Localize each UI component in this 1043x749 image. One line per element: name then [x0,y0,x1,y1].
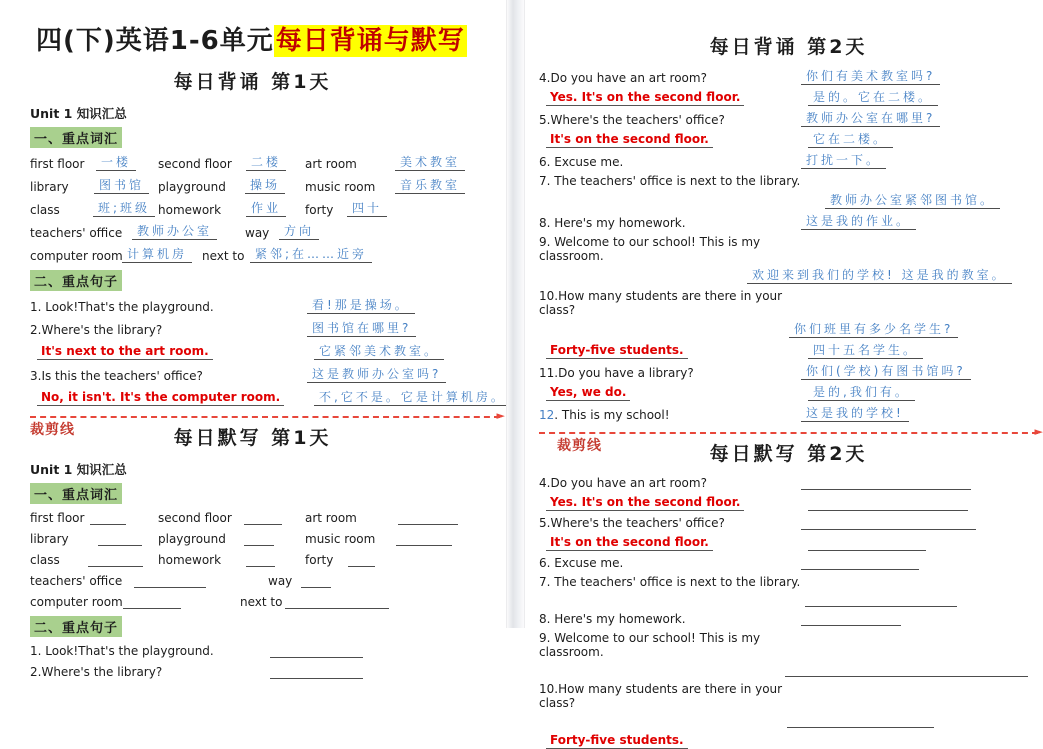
vocab-term: library [30,180,69,194]
vocab-term: music room [305,532,376,546]
sentence-en: 8. Here's my homework. [539,216,686,230]
recite-day2-header: 每日背诵 第2天 [709,36,868,58]
vocab-answer: 音乐教室 [395,178,465,194]
page-1 [0,0,506,679]
vocab-answer: 教师办公室 [132,224,217,240]
sentence-row [539,612,1038,626]
sentence-blank [801,613,901,626]
vocab-cell [30,511,158,525]
vocab-answer: 计算机房 [122,247,192,263]
sentence-answer: 这是我的作业。 [801,214,916,230]
vocab-term: first floor [30,157,85,171]
sentence-en: 4.Do you have an art room? [539,71,707,85]
sentence-en-red: Yes. It's on the second floor. [539,495,808,511]
vocab-term: teachers' office [30,574,123,588]
page-divider [506,0,525,628]
vocab-answer: 方向 [279,224,319,240]
sentence-row [539,733,1038,749]
sentence-row [539,174,1038,188]
sentence-row [30,665,502,679]
sentence-en: 9. Welcome to our school! This is my classroom. [539,631,761,659]
vocab-cell [30,178,158,194]
sentence-en: 10.How many students are there in your class? [539,289,783,317]
sentence-en-red: Yes, we do. [539,385,808,401]
vocab-term: next to [240,595,283,609]
arrow-right-icon: ► [496,409,505,422]
doc-title-highlight: 每日背诵与默写 [275,26,465,56]
vocab-answer: 美术教室 [395,155,465,171]
sentence-en: 6. Excuse me. [539,155,624,169]
sentence-answer: 你们班里有多少名学生? [789,322,958,338]
sentence-row [539,476,1038,490]
vocab-blank [123,596,181,609]
sentence-en: 11.Do you have a library? [539,366,694,380]
sentence-blank [801,557,919,570]
sentence-answer: 是的。它在二楼。 [808,90,938,106]
vocab-row [30,511,502,525]
unit-heading: Unit 1 知识汇总 [30,106,127,121]
sentence-en-red: It's on the second floor. [539,535,808,551]
sentence-answer: 是的,我们有。 [808,385,915,401]
cut-line [30,409,505,422]
vocab-cell [305,155,465,171]
vocab-blank [244,512,282,525]
sentence-row [539,406,1038,422]
sentence-answer: 你们(学校)有图书馆吗? [801,364,971,380]
vocab-term: second floor [158,511,232,525]
sentence-section-label: 二、重点句子 [30,270,122,291]
sentence-row [539,90,1038,106]
vocab-blank [244,533,274,546]
vocab-blank [348,554,375,567]
arrow-right-icon: ► [1034,425,1043,438]
sentence-answer: 看!那是操场。 [307,298,415,314]
vocab-row [30,595,502,609]
vocab-row [30,247,502,263]
vocab-term: class [30,203,60,217]
vocab-cell [30,155,158,171]
sentence-blank-row [539,594,1038,607]
sentence-en-red: Forty-five students. [539,343,808,359]
vocab-blank [396,533,452,546]
vocab-cell [245,224,319,240]
sentence-row [30,367,502,383]
sentence-blank [801,517,976,530]
vocab-term: computer room [30,249,123,263]
sentence-en: 8. Here's my homework. [539,612,686,626]
sentence-blank-row [539,664,1038,677]
doc-title-black: 四(下)英语1-6单元 [36,26,274,56]
sentence-answer: 不,它不是。它是计算机房。 [314,390,511,406]
sentence-answer: 它在二楼。 [808,132,893,148]
vocab-blank [98,533,142,546]
vocab-row [30,532,502,546]
vocab-cell [305,178,465,194]
vocab-term: class [30,553,60,567]
vocab-term: teachers' office [30,226,123,240]
vocab-term: playground [158,180,226,194]
sentence-en: 5.Where's the teachers' office? [539,516,725,530]
sentence-en: 7. The teachers' office is next to the library. [539,174,801,188]
vocab-cell [30,532,158,546]
cut-line-label: 裁剪线 [30,422,75,438]
sentence-answer: 图书馆在哪里? [307,321,416,337]
sentence-row [539,235,1038,263]
sentence-en: 7. The teachers' office is next to the library. [539,575,801,589]
vocab-answer: 操场 [245,178,285,194]
sentence-en: 2.Where's the library? [30,323,163,337]
sentence-row [539,289,1038,317]
vocab-term: next to [202,249,245,263]
vocab-cell [158,532,305,546]
vocab-term: homework [158,553,222,567]
sentence-blank-row [539,715,1038,728]
vocab-answer: 图书馆 [94,178,149,194]
sentence-row [539,682,1038,710]
sentence-row [539,495,1038,511]
sentence-answer: 你们有美术教室吗? [801,69,940,85]
vocab-term: playground [158,532,226,546]
sentence-blank [808,498,968,511]
vocab-term: art room [305,511,357,525]
vocab-term: first floor [30,511,85,525]
vocab-answer: 作业 [246,201,286,217]
sentence-answer: 教师办公室在哪里? [801,111,940,127]
sentence-en-red: It's next to the art room. [30,344,314,360]
vocab-term: art room [305,157,357,171]
sentence-row [30,344,502,360]
sentence-row [539,556,1038,570]
vocab-row [30,553,502,567]
sentence-answer-row [539,193,1038,209]
sentence-row [539,111,1038,127]
sentence-en: 4.Do you have an art room? [539,476,707,490]
vocab-answer: 紧邻;在……近旁 [250,247,372,263]
sentence-en: 6. Excuse me. [539,556,624,570]
doc-title [36,20,502,57]
vocab-section-label: 一、重点词汇 [30,483,122,504]
vocab-blank [134,575,206,588]
sentence-en: 9. Welcome to our school! This is my classroom. [539,235,761,263]
vocab-row [30,224,502,240]
vocab-term: homework [158,203,222,217]
vocab-term: second floor [158,157,232,171]
sentence-row [30,644,502,658]
page-2 [525,0,1043,747]
sentence-row [539,69,1038,85]
vocab-answer: 四十 [347,201,387,217]
sentence-answer: 欢迎来到我们的学校! 这是我的教室。 [747,268,1012,284]
vocab-cell [158,178,305,194]
sentence-row [30,390,506,406]
vocab-section-label: 一、重点词汇 [30,127,122,148]
sentence-row [539,153,1038,169]
sentence-number: 12 [539,408,555,422]
vocab-cell [30,247,202,263]
vocab-blank [246,554,275,567]
sentence-en: 5.Where's the teachers' office? [539,113,725,127]
sentence-en-red: It's on the second floor. [539,132,808,148]
vocab-cell [158,553,305,567]
sentence-row [539,535,1038,551]
vocab-cell [30,595,240,609]
vocab-blank [90,512,126,525]
sentence-blank [270,666,363,679]
vocab-answer: 一楼 [96,155,136,171]
sentence-row [30,298,502,314]
vocab-cell [30,553,158,567]
vocab-cell [305,553,375,567]
sentence-en: 1. Look!That's the playground. [30,300,214,314]
sentence-answer-row [539,268,1038,284]
vocab-blank [285,596,389,609]
dictate-day1-header: 每日默写 第1天 [173,427,332,449]
vocab-row [30,178,502,194]
vocab-cell [30,201,158,217]
sentence-en: 10.How many students are there in your class? [539,682,783,710]
vocab-blank [398,512,458,525]
vocab-term: music room [305,180,376,194]
sentence-blank [270,645,363,658]
sentence-row [539,575,1038,589]
vocab-term: forty [305,553,334,567]
sentence-row [539,364,1038,380]
sentence-blank [801,477,971,490]
vocab-cell [305,532,452,546]
sentence-row [539,516,1038,530]
vocab-answer: 班;班级 [93,201,155,217]
vocab-term: forty [305,203,334,217]
sentence-blank [785,664,1028,677]
vocab-answer: 二楼 [246,155,286,171]
vocab-cell [305,511,458,525]
sentence-answer: 这是教师办公室吗? [307,367,446,383]
sentence-en: 2.Where's the library? [30,665,163,679]
dictation-section [30,460,502,679]
sentence-row [539,343,1038,359]
sentence-blank [787,715,934,728]
sentence-en: 3.Is this the teachers' office? [30,369,203,383]
sentence-answer: 这是我的学校! [801,406,909,422]
sentence-answer: 打扰一下。 [801,153,886,169]
sentence-row [539,631,1038,659]
vocab-cell [30,224,245,240]
vocab-cell [240,595,389,609]
sentence-answer: 教师办公室紧邻图书馆。 [825,193,1000,209]
vocab-cell [202,247,372,263]
vocab-cell [158,511,305,525]
vocab-term: computer room [30,595,123,609]
dictate-day2-header: 每日默写 第2天 [709,443,868,465]
recite-day1-header: 每日背诵 第1天 [173,71,332,93]
sentence-en-red: Forty-five students. [539,733,808,749]
vocab-blank [301,575,331,588]
sentence-blank [808,538,926,551]
vocab-term: way [268,574,293,588]
sentence-en-red: No, it isn't. It's the computer room. [30,390,314,406]
sentence-blank [805,594,957,607]
unit-heading: Unit 1 知识汇总 [30,462,127,477]
vocab-term: library [30,532,69,546]
sentence-en: 1. Look!That's the playground. [30,644,214,658]
vocab-row [30,574,502,588]
sentence-row [539,132,1038,148]
cut-line [539,425,1043,438]
vocab-cell [305,201,387,217]
vocab-term: way [245,226,270,240]
sentence-en-red: Yes. It's on the second floor. [539,90,808,106]
vocab-cell [30,574,268,588]
cut-line-label: 裁剪线 [557,438,602,454]
vocab-cell [158,155,305,171]
sentence-row [539,214,1038,230]
sentence-en: 12. This is my school! [539,408,670,422]
vocab-cell [158,201,305,217]
sentence-section-label: 二、重点句子 [30,616,122,637]
sentence-answer: 四十五名学生。 [808,343,923,359]
vocab-row [30,155,502,171]
sentence-row [30,321,502,337]
vocab-cell [268,574,331,588]
sentence-row [539,385,1038,401]
vocab-row [30,201,502,217]
sentence-answer-row [539,322,1038,338]
vocab-blank [88,554,143,567]
sentence-answer: 它紧邻美术教室。 [314,344,444,360]
